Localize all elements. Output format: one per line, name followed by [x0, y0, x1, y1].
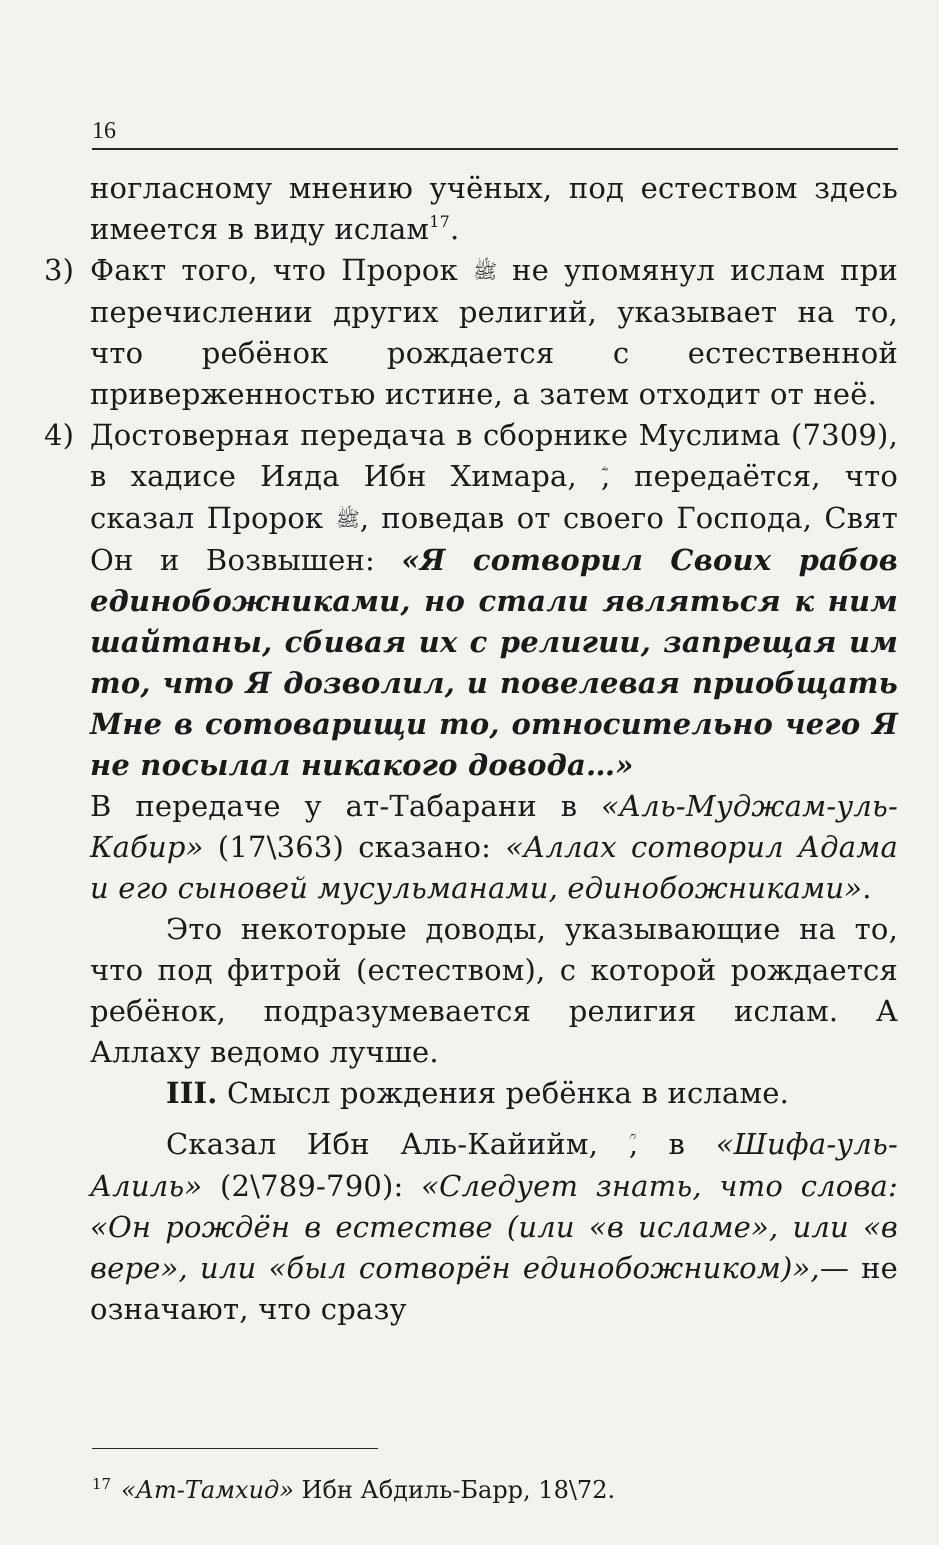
tabarani-text: В передаче у ат-Табарани в: [90, 789, 602, 823]
footnote: [92, 1468, 892, 1506]
main-text: [44, 168, 899, 1330]
list-number: 3): [44, 253, 75, 287]
list-text: Факт того, что Пророк: [90, 253, 473, 287]
hadith-quote: «Я сотворил Своих рабов единобожниками, но стали являться к ним шайтаны, сбивая их с религии, запрещая им то, что Я дозволил, и повелевая приобщать Мне в сотоварищи то, относительно чего Я не посылал никакого довода…»: [90, 543, 898, 782]
footnote-book: «Ат-Тамхид»: [121, 1476, 294, 1504]
ibn-qayyim-text: Сказал Ибн Аль-Кайийм,: [166, 1127, 629, 1161]
footnote-rule: [92, 1448, 378, 1449]
tabarani-text: (17\363) сказано:: [203, 830, 506, 864]
section-numeral: III.: [166, 1076, 218, 1110]
list-text: , поведав от своего Господа, Свят Он и Возвышен:: [90, 501, 898, 577]
honorific-glyph: ﷺ: [473, 259, 498, 283]
book-title: «Аль-Муджам-уль-Кабир»: [90, 789, 898, 864]
list-text: Достоверная передача в сборнике Муслима (7309), в хадисе Ияда Ибн Химара,: [90, 418, 898, 493]
ibn-qayyim-text: (2\789-790):: [202, 1169, 422, 1203]
footnote-ref: 17: [429, 212, 450, 231]
continuation-paragraph: [90, 168, 898, 250]
tabarani-end: .: [862, 871, 872, 905]
continuation-end: .: [449, 212, 460, 246]
list-text: , передаётся, что сказал Пророк: [90, 459, 898, 535]
list-item-4: [44, 415, 898, 786]
page-number: 16: [92, 118, 116, 144]
footnote-text: Ибн Абдиль-Барр, 18\72.: [293, 1476, 616, 1504]
section-title: Смысл рождения ребёнка в исламе.: [217, 1076, 790, 1110]
honorific-glyph: ﷺ: [335, 507, 360, 531]
continuation-text: ногласному мнению учёных, под естеством здесь имеется в виду ислам: [90, 171, 898, 246]
header-rule: [92, 148, 898, 150]
tabarani-quote: «Аллах сотворил Адама и его сыновей мусульманами, единобожниками»: [90, 830, 898, 905]
ibn-qayyim-paragraph: [90, 1124, 898, 1330]
ibn-qayyim-text: , в: [628, 1127, 716, 1161]
ibn-qayyim-quote: «Следует знать, что слова: «Он рождён в естестве (или «в исламе», или «в вере», или «был сотворён единобожником)»,: [90, 1169, 898, 1285]
tabarani-paragraph: [90, 786, 898, 909]
section-heading: [90, 1073, 898, 1114]
footnote-number: 17: [92, 1475, 112, 1493]
list-number: 4): [44, 418, 75, 452]
list-item-3: [44, 250, 898, 415]
list-text: не упомянул ислам при перечислении других религий, указывает на то, что ребёнок рождается с естественной приверженностью истине, а затем отходит от неё.: [90, 253, 898, 411]
summary-paragraph: Это некоторые доводы, указывающие на то, что под фитрой (естеством), с которой рождается ребёнок, подразумевается религия ислам. А Аллаху ведомо лучше.: [90, 912, 898, 1069]
ibn-qayyim-text: — не означают, что сразу: [90, 1251, 899, 1326]
book-title: «Шифа-уль-Алиль»: [90, 1127, 898, 1203]
